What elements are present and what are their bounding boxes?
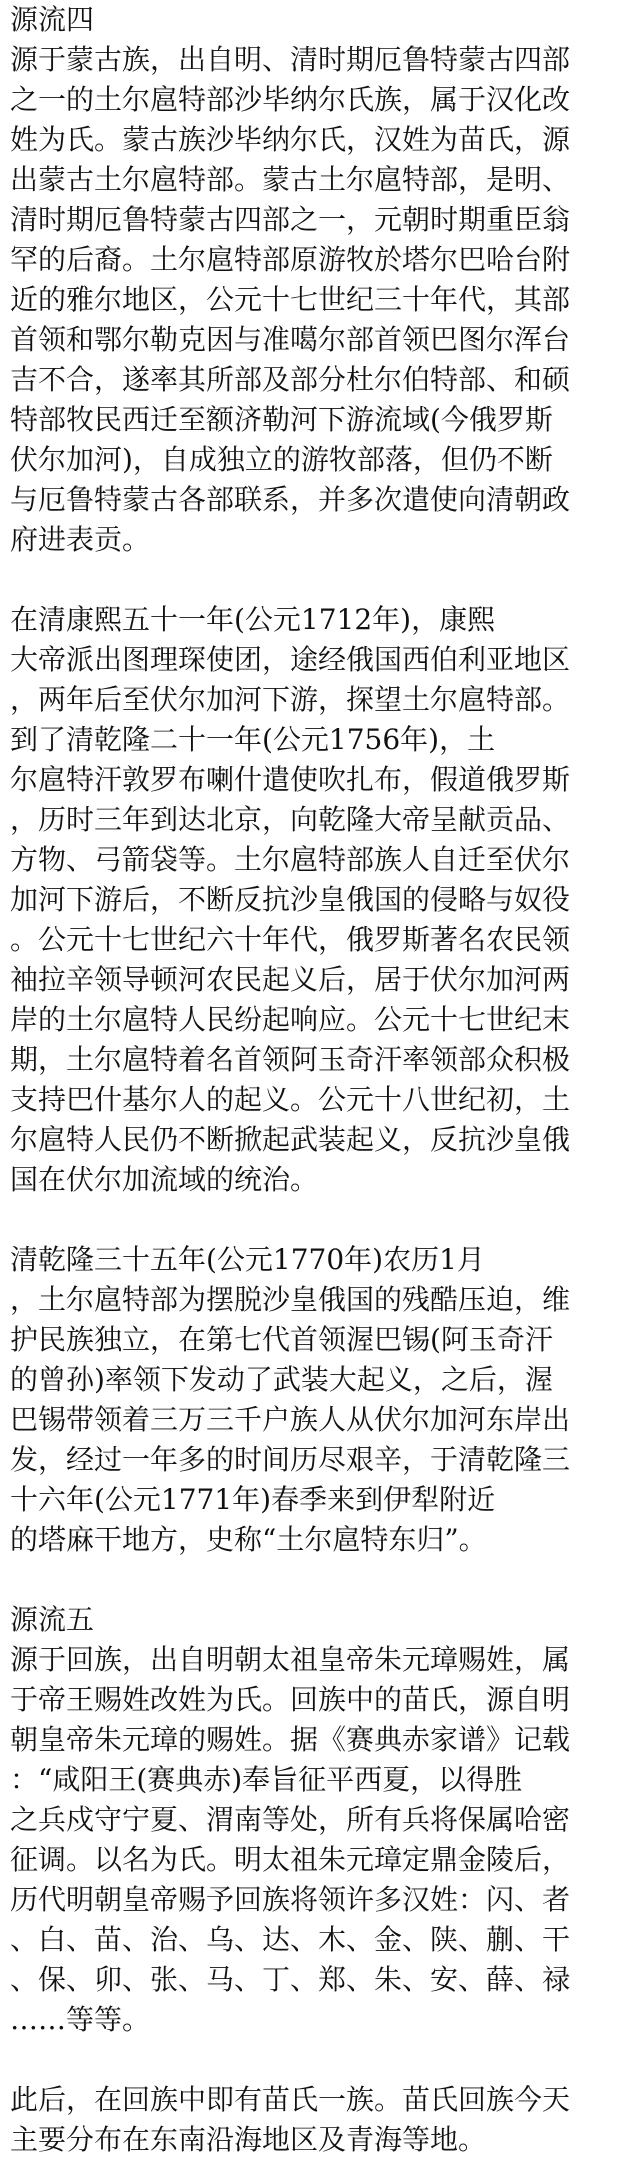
text-line: 在清康熙五十一年(公元1712年)，康熙 (10, 603, 496, 636)
text-line: 历代明朝皇帝赐予回族将领许多汉姓：闪、者 (10, 1883, 571, 1916)
text-line: 期，土尔扈特着名首领阿玉奇汗率领部众积极 (10, 1043, 571, 1076)
text-line: 征调。以名为氏。明太祖朱元璋定鼎金陵后， (10, 1843, 571, 1876)
paragraph-hui (10, 1640, 628, 2040)
text-line: 府进表贡。 (10, 523, 151, 556)
text-line: 于帝王赐姓改姓为氏。回族中的苗氏，源自明 (10, 1683, 571, 1716)
text-line: 朝皇帝朱元璋的赐姓。据《赛典赤家谱》记载 (10, 1723, 571, 1756)
text-line: 近的雅尔地区，公元十七世纪三十年代，其部 (10, 283, 571, 316)
text-line: ：“咸阳王(赛典赤)奉旨征平西夏，以得胜 (10, 1763, 523, 1796)
text-line: 姓为氏。蒙古族沙毕纳尔氏，汉姓为苗氏，源 (10, 123, 571, 156)
text-line: 清时期厄鲁特蒙古四部之一，元朝时期重臣翁 (10, 203, 571, 236)
text-line: 巴锡带领着三万三千户族人从伏尔加河东岸出 (10, 1403, 571, 1436)
text-line: 首领和鄂尔勒克因与准噶尔部首领巴图尔浑台 (10, 323, 571, 356)
text-line: 主要分布在东南沿海地区及青海等地。 (10, 2123, 487, 2156)
text-line: 吉不合，遂率其所部及部分杜尔伯特部、和硕 (10, 363, 571, 396)
paragraph-distribution (10, 2080, 628, 2160)
text-line: 方物、弓箭袋等。土尔扈特部族人自迁至伏尔 (10, 843, 571, 876)
text-line: 国在伏尔加流域的统治。 (10, 1163, 319, 1196)
paragraph-gap (10, 1200, 628, 1240)
text-line: 与厄鲁特蒙古各部联系，并多次遣使向清朝政 (10, 483, 571, 516)
text-line: 伏尔加河)，自成独立的游牧部落，但仍不断 (10, 443, 553, 476)
text-line: 袖拉辛领导顿河农民起义后，居于伏尔加河两 (10, 963, 571, 996)
text-line: 加河下游后，不断反抗沙皇俄国的侵略与奴役 (10, 883, 571, 916)
text-line: ，土尔扈特部为摆脱沙皇俄国的残酷压迫，维 (10, 1283, 571, 1316)
text-line: ，历时三年到达北京，向乾隆大帝呈献贡品、 (10, 803, 571, 836)
text-line: 尔扈特人民仍不断掀起武装起义，反抗沙皇俄 (10, 1123, 571, 1156)
text-line: 发，经过一年多的时间历尽艰辛，于清乾隆三 (10, 1443, 571, 1476)
text-line: 此后，在回族中即有苗氏一族。苗氏回族今天 (10, 2083, 571, 2116)
text-line: 岸的土尔扈特人民纷起响应。公元十七世纪末 (10, 1003, 571, 1036)
text-line: 罕的后裔。土尔扈特部原游牧於塔尔巴哈台附 (10, 243, 571, 276)
section-heading-4: 源流四 (10, 3, 95, 36)
text-line: 到了清乾隆二十一年(公元1756年)，土 (10, 723, 496, 756)
text-line: 、保、卯、张、马、丁、郑、朱、安、薛、禄 (10, 1963, 571, 1996)
text-line: 尔扈特汗敦罗布喇什遣使吹扎布，假道俄罗斯 (10, 763, 571, 796)
paragraph-gap (10, 1560, 628, 1600)
text-line: 大帝派出图理琛使团，途经俄国西伯利亚地区 (10, 643, 571, 676)
paragraph-gap (10, 560, 628, 600)
text-line: 之一的土尔扈特部沙毕纳尔氏族，属于汉化改 (10, 83, 571, 116)
paragraph-kangxi (10, 600, 628, 1200)
text-line: 护民族独立，在第七代首领渥巴锡(阿玉奇汗 (10, 1323, 553, 1356)
text-line: 的曾孙)率领下发动了武装大起义，之后，渥 (10, 1363, 553, 1396)
text-line: ……等等。 (10, 2003, 151, 2036)
text-line: 。公元十七世纪六十年代，俄罗斯著名农民领 (10, 923, 571, 956)
paragraph-origin (10, 40, 628, 560)
text-line: 的塔麻干地方，史称“土尔扈特东归”。 (10, 1523, 487, 1556)
text-line: 支持巴什基尔人的起义。公元十八世纪初，土 (10, 1083, 571, 1116)
section-heading-5: 源流五 (10, 1603, 95, 1636)
text-line: 十六年(公元1771年)春季来到伊犁附近 (10, 1483, 496, 1516)
paragraph-gap (10, 2040, 628, 2080)
text-line: 出蒙古土尔扈特部。蒙古土尔扈特部，是明、 (10, 163, 571, 196)
paragraph-qianlong (10, 1240, 628, 1560)
text-line: ，两年后至伏尔加河下游，探望土尔扈特部。 (10, 683, 571, 716)
text-line: 特部牧民西迁至额济勒河下游流域(今俄罗斯 (10, 403, 553, 436)
text-line: 源于回族，出自明朝太祖皇帝朱元璋赐姓，属 (10, 1643, 571, 1676)
text-line: 清乾隆三十五年(公元1770年)农历1月 (10, 1243, 485, 1276)
text-line: 之兵戍守宁夏、渭南等处，所有兵将保属哈密 (10, 1803, 571, 1836)
text-line: 、白、苗、治、乌、达、木、金、陕、蒯、干 (10, 1923, 571, 1956)
text-line: 源于蒙古族，出自明、清时期厄鲁特蒙古四部 (10, 43, 571, 76)
